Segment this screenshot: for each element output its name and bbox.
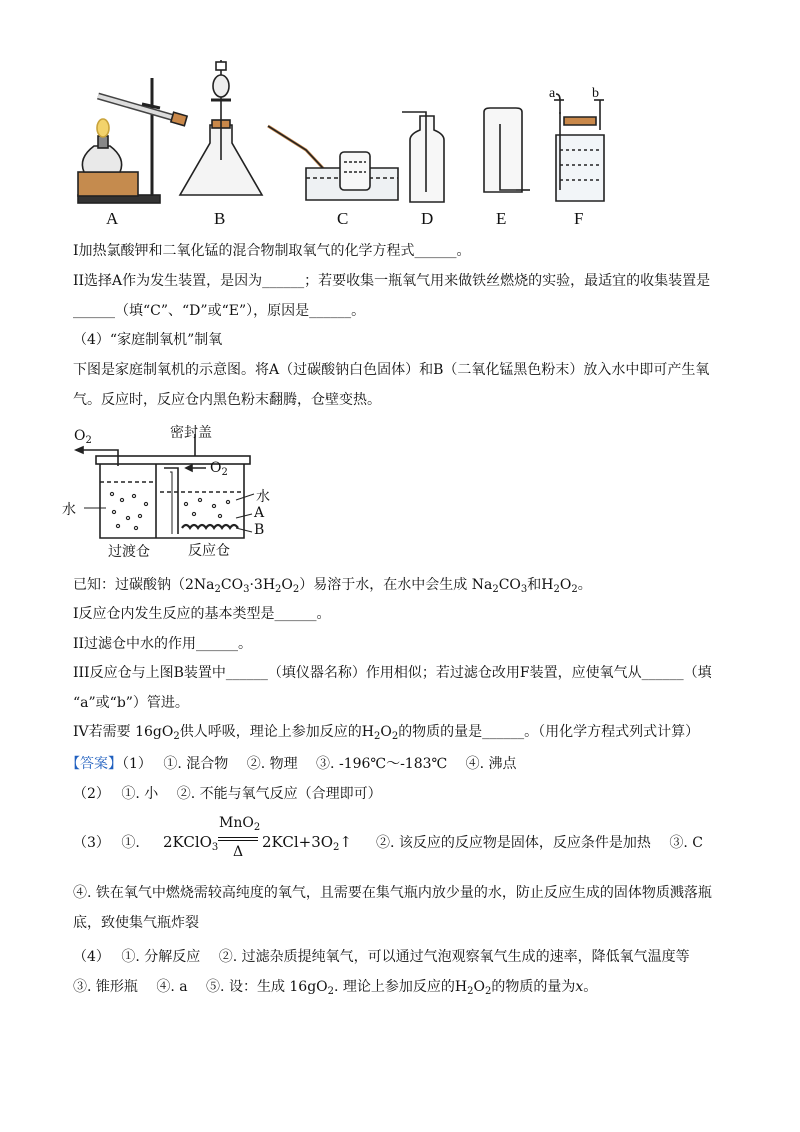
question-4-intro-2: 气。反应时，反应仓内黑色粉末翻腾，仓壁变热。 bbox=[73, 392, 381, 408]
eq-left-sub: 3 bbox=[211, 842, 219, 853]
s4-sub: 2 bbox=[173, 731, 180, 742]
known-part: ）易溶于水，在水中会生成 Na bbox=[299, 577, 493, 593]
port-b-label: b bbox=[592, 86, 599, 101]
known-sub: 2 bbox=[292, 584, 300, 595]
gas-arrow: ↑ bbox=[339, 833, 352, 851]
variable-x: x bbox=[575, 979, 584, 995]
a4b-sub: 2 bbox=[467, 986, 474, 997]
answer-3-equation-right bbox=[262, 833, 352, 853]
water-left-label: 水 bbox=[62, 502, 76, 518]
known-sub: 2 bbox=[492, 584, 499, 595]
oxygen-machine-drawing bbox=[0, 420, 800, 560]
known-part: 。 bbox=[577, 577, 592, 593]
known-part: 已知：过碳酸钠（2Na bbox=[73, 577, 215, 593]
sub-question-iii-a: III反应仓与上图B装置中______（填仪器名称）作用相似；若过滤仓改用F装置，应使氧气从______（填 bbox=[73, 665, 712, 681]
lid-label: 密封盖 bbox=[170, 425, 212, 441]
a4b-part: 。 bbox=[583, 979, 598, 995]
eq-right: 2KCl+3O bbox=[262, 833, 334, 851]
known-part: CO bbox=[220, 577, 244, 593]
o2-outlet-o: O bbox=[74, 428, 86, 444]
answer-tag: 【答案】 bbox=[66, 756, 122, 772]
sub-question-iii-b: “a”或“b”）管进。 bbox=[73, 695, 189, 711]
known-part: O bbox=[559, 577, 572, 593]
answer-1-text: （1） ①. 混合物 ②. 物理 ③. -196℃～-183℃ ④. 沸点 bbox=[122, 756, 517, 772]
known-sub: 3 bbox=[243, 584, 250, 595]
answer-3-4a: ④. 铁在氧气中燃烧需较高纯度的氧气，且需要在集气瓶内放少量的水，防止反应生成的固体物质溅落瓶 bbox=[73, 885, 712, 901]
answer-3-catalyst bbox=[219, 815, 260, 833]
a4b-part: O bbox=[473, 979, 485, 995]
substance-a-label: A bbox=[254, 505, 265, 521]
o2-inner-label bbox=[210, 460, 228, 478]
s4-sub: 2 bbox=[373, 731, 381, 742]
s4-part: O bbox=[380, 724, 392, 740]
label-a: A bbox=[106, 209, 119, 228]
sub-question-ii: II过滤仓中水的作用______。 bbox=[73, 636, 253, 652]
equation-bar bbox=[218, 837, 258, 838]
o2-inner-sub: 2 bbox=[221, 467, 228, 478]
known-part: ·3H bbox=[249, 577, 276, 593]
known-sub: 2 bbox=[571, 584, 578, 595]
answer-1 bbox=[66, 754, 517, 774]
answer-3-condition: Δ bbox=[233, 844, 244, 860]
a4b-sub: 2 bbox=[485, 986, 492, 997]
reaction-chamber-label: 反应仓 bbox=[188, 543, 230, 559]
substance-b-label: B bbox=[254, 522, 265, 538]
answer-3-rest: ②. 该反应的反应物是固体，反应条件是加热 ③. C bbox=[376, 835, 703, 851]
known-info bbox=[73, 575, 592, 600]
s4-part: IV若需要 16gO bbox=[73, 724, 174, 740]
eq-left: 2KClO bbox=[163, 833, 212, 851]
known-part: 和H bbox=[527, 577, 554, 593]
a4b-sub: 2 bbox=[327, 986, 335, 997]
s4-part: 的物质的量是______。（用化学方程式列式计算） bbox=[398, 724, 700, 740]
catalyst-sub: 2 bbox=[253, 822, 261, 833]
answer-2: （2） ①. 小 ②. 不能与氧气反应（合理即可） bbox=[73, 786, 382, 802]
a4b-part: ③. 锥形瓶 ④. a ⑤. 设：生成 16gO bbox=[73, 979, 328, 995]
question-4-title: （4）“家庭制氧机”制氧 bbox=[73, 332, 223, 348]
label-c: C bbox=[337, 209, 349, 228]
label-d: D bbox=[421, 209, 434, 228]
known-sub: 2 bbox=[275, 584, 282, 595]
question-ii-a: II选择A作为发生装置，是因为______；若要收集一瓶氧气用来做铁丝燃烧的实验，最适宜的收集装置是 bbox=[73, 273, 711, 289]
answer-4b bbox=[73, 977, 597, 1002]
answer-3 bbox=[73, 833, 140, 853]
catalyst: MnO bbox=[219, 815, 254, 831]
question-ii-b: ______（填“C”、“D”或“E”），原因是______。 bbox=[73, 303, 366, 319]
known-part: O bbox=[281, 577, 293, 593]
o2-outlet-sub: 2 bbox=[85, 435, 92, 446]
port-a-label: a bbox=[549, 86, 556, 101]
sub-question-iv bbox=[73, 722, 699, 747]
eq-right-sub: 2 bbox=[333, 842, 340, 853]
answer-3-prefix: （3） ①. bbox=[73, 835, 140, 851]
transition-chamber-label: 过渡仓 bbox=[108, 544, 150, 560]
s4-sub: 2 bbox=[391, 731, 399, 742]
answer-3-equation-left bbox=[163, 833, 218, 853]
a4b-part: . 理论上参加反应的H bbox=[334, 979, 468, 995]
question-i: I加热氯酸钾和二氧化锰的混合物制取氧气的化学方程式______。 bbox=[73, 243, 471, 259]
water-right-label: 水 bbox=[256, 489, 270, 505]
o2-outlet-label bbox=[74, 428, 92, 446]
equation-bar-2 bbox=[218, 840, 258, 841]
sub-question-i: I反应仓内发生反应的基本类型是______。 bbox=[73, 606, 331, 622]
known-sub: 3 bbox=[520, 584, 528, 595]
question-4-intro-1: 下图是家庭制氧机的示意图。将A（过碳酸钠白色固体）和B（二氧化锰黑色粉末）放入水中即可产生氧 bbox=[73, 362, 710, 378]
apparatus-drawing bbox=[0, 0, 800, 230]
known-part: CO bbox=[498, 577, 521, 593]
label-e: E bbox=[496, 209, 507, 228]
label-b: B bbox=[214, 209, 226, 228]
label-f: F bbox=[574, 209, 584, 228]
known-sub: 2 bbox=[214, 584, 221, 595]
known-sub: 2 bbox=[553, 584, 560, 595]
answer-3-4b: 底，致使集气瓶炸裂 bbox=[73, 915, 199, 931]
a4b-part: 的物质的量为 bbox=[491, 979, 576, 995]
o2-inner-o: O bbox=[210, 460, 222, 476]
s4-part: 供人呼吸，理论上参加反应的H bbox=[179, 724, 374, 740]
answer-4a: （4） ①. 分解反应 ②. 过滤杂质提纯氧气，可以通过气泡观察氧气生成的速率，降低氧气温度等 bbox=[73, 949, 690, 965]
